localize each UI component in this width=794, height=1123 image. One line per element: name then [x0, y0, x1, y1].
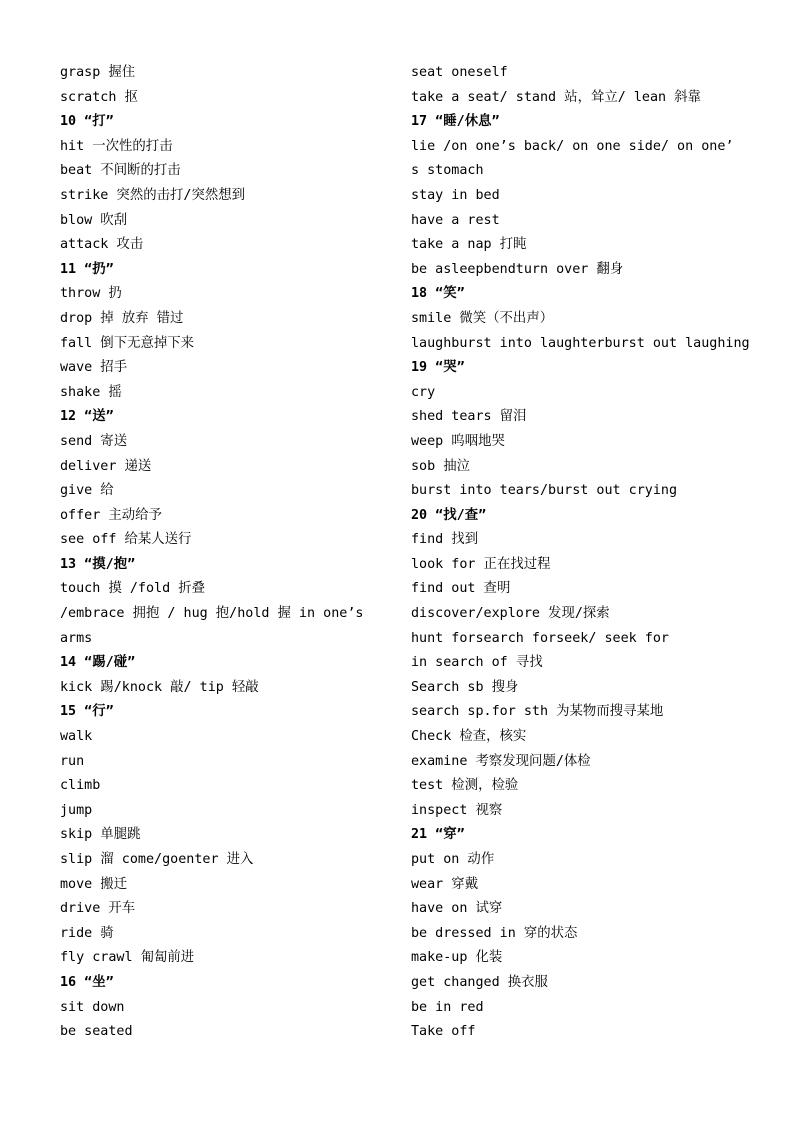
vocab-line: in search of 寻找 [411, 655, 543, 671]
vocab-line: move 搬迁 [60, 876, 128, 892]
vocab-line: s stomach [411, 163, 484, 179]
vocab-line: take a nap 打盹 [411, 237, 527, 253]
section-heading: 10 “打” [60, 114, 114, 130]
vocab-line: shed tears 留泪 [411, 409, 527, 425]
right-column [411, 61, 751, 1045]
vocab-line: climb [60, 778, 101, 794]
vocab-line: inspect 视察 [411, 802, 503, 818]
vocab-line: walk [60, 729, 93, 745]
vocab-line: run [60, 753, 85, 769]
vocab-line: deliver 递送 [60, 458, 152, 474]
vocab-line: make-up 化装 [411, 950, 503, 966]
vocab-line: wear 穿戴 [411, 876, 479, 892]
vocab-line: get changed 换衣服 [411, 974, 548, 990]
vocab-line: find 找到 [411, 532, 479, 548]
vocab-line: Search sb 搜身 [411, 679, 519, 695]
vocab-line: sit down [60, 999, 125, 1015]
vocab-line: discover/explore 发现/探索 [411, 606, 610, 622]
vocab-line: be seated [60, 1024, 133, 1040]
left-column [60, 61, 390, 1045]
vocab-line: examine 考察发现问题/体检 [411, 753, 591, 769]
vocab-line: fall 倒下无意掉下来 [60, 335, 195, 351]
vocab-line: search sp.for sth 为某物而搜寻某地 [411, 704, 664, 720]
vocab-line: touch 摸 /fold 折叠 [60, 581, 205, 597]
vocab-line: wave 招手 [60, 360, 128, 376]
section-heading: 14 “踢/碰” [60, 655, 136, 671]
vocab-line: beat 不间断的打击 [60, 163, 181, 179]
vocab-line: send 寄送 [60, 433, 128, 449]
vocab-line: blow 吹刮 [60, 212, 128, 228]
section-heading: 21 “穿” [411, 827, 465, 843]
vocab-line: test 检测，检验 [411, 778, 519, 794]
vocab-line: jump [60, 802, 93, 818]
section-heading: 18 “笑” [411, 286, 465, 302]
vocab-line: drive 开车 [60, 901, 136, 917]
vocab-line: /embrace 拥抱 / hug 抱/hold 握 in one’s [60, 606, 364, 622]
vocab-line: take a seat/ stand 站，耸立/ lean 斜靠 [411, 89, 701, 105]
vocab-line: be dressed in 穿的状态 [411, 925, 578, 941]
vocab-line: arms [60, 630, 93, 646]
vocab-line: fly crawl 匍匐前进 [60, 950, 195, 966]
vocab-line: hit 一次性的打击 [60, 138, 173, 154]
vocab-line: find out 查明 [411, 581, 511, 597]
vocab-line: burst into tears/burst out crying [411, 483, 678, 499]
section-heading: 13 “摸/抱” [60, 556, 136, 572]
vocab-line: be in red [411, 999, 484, 1015]
vocab-line: attack 攻击 [60, 237, 144, 253]
vocab-line: hunt forsearch forseek/ seek for [411, 630, 669, 646]
vocab-line: look for 正在找过程 [411, 556, 551, 572]
vocab-line: laughburst into laughterburst out laughing [411, 335, 750, 351]
vocab-line: grasp 握住 [60, 65, 136, 80]
section-heading: 19 “哭” [411, 360, 465, 376]
vocab-line: see off 给某人送行 [60, 532, 192, 548]
vocab-line: lie /on one’s back/ on one side/ on one’ [411, 138, 734, 154]
vocab-line: cry [411, 384, 436, 400]
vocab-line: skip 单腿跳 [60, 827, 141, 843]
vocab-line: have on 试穿 [411, 901, 503, 917]
section-heading: 20 “找/查” [411, 507, 487, 523]
vocab-line: smile 微笑（不出声） [411, 310, 554, 326]
section-heading: 17 “睡/休息” [411, 114, 500, 130]
section-heading: 15 “行” [60, 704, 114, 720]
vocab-line: sob 抽泣 [411, 458, 471, 474]
vocab-line: kick 踢/knock 敲/ tip 轻敲 [60, 679, 259, 695]
vocab-line: offer 主动给予 [60, 507, 162, 523]
section-heading: 12 “送” [60, 409, 114, 425]
vocab-line: Check 检查，核实 [411, 729, 527, 745]
vocab-line: have a rest [411, 212, 500, 228]
vocab-line: weep 呜咽地哭 [411, 433, 505, 449]
vocab-line: throw 扔 [60, 286, 122, 302]
vocab-line: be asleepbendturn over 翻身 [411, 261, 624, 277]
vocab-line: seat oneself [411, 65, 508, 80]
vocab-line: Take off [411, 1024, 476, 1040]
vocab-line: slip 溜 come/goenter 进入 [60, 852, 254, 867]
vocab-line: shake 摇 [60, 384, 122, 400]
vocab-line: scratch 抠 [60, 89, 138, 105]
section-heading: 16 “坐” [60, 974, 114, 990]
vocab-line: stay in bed [411, 187, 500, 203]
vocab-line: strike 突然的击打/突然想到 [60, 187, 246, 203]
vocab-line: put on 动作 [411, 852, 495, 867]
vocab-line: ride 骑 [60, 925, 114, 941]
vocab-line: drop 掉 放弃 错过 [60, 310, 184, 326]
vocab-line: give 给 [60, 483, 114, 499]
section-heading: 11 “扔” [60, 261, 114, 277]
